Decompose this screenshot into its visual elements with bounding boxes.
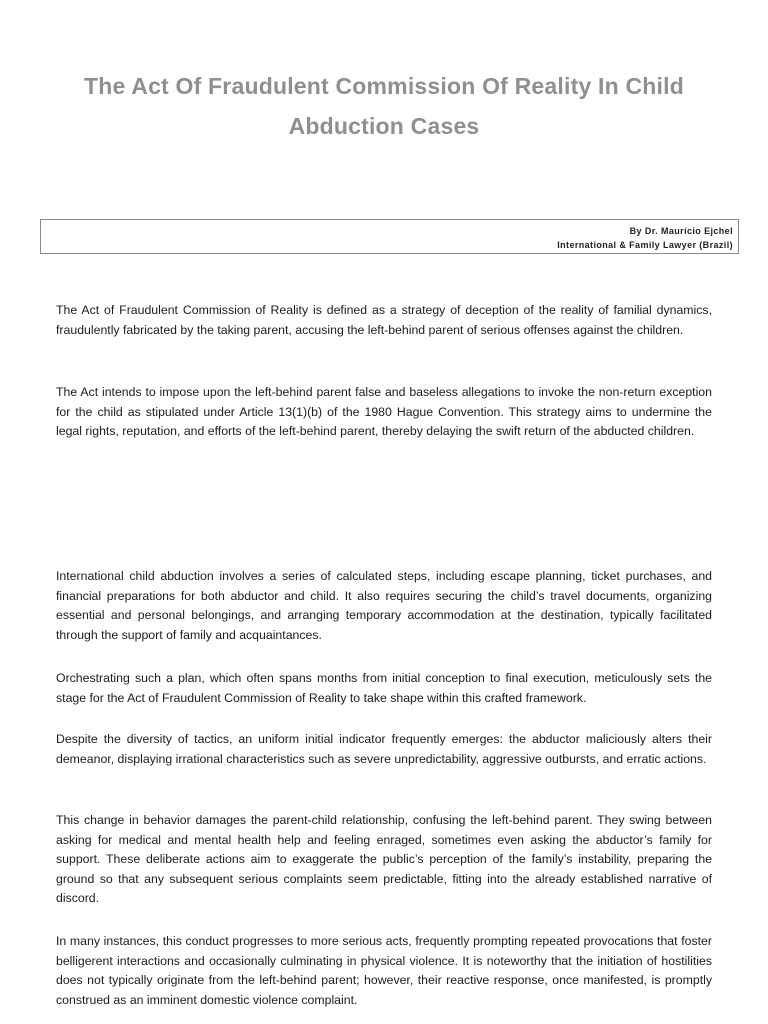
author-role: International & Family Lawyer (Brazil) xyxy=(557,240,733,250)
author-byline: By Dr. Maurício Ejchel xyxy=(629,226,733,236)
paragraph-intent: The Act intends to impose upon the left-behind parent false and baseless allegations to invoke the non-return exception for the child as stipulated under Article 13(1)(b) of the 1980 Hague Convention. This strategy aims to undermine the legal rights, reputation, and efforts of the left-behind parent, thereby delaying the swift return of the abducted children. xyxy=(56,385,712,439)
paragraph-behavior-change: This change in behavior damages the parent-child relationship, confusing the left-behind parent. They swing between asking for medical and mental health help and feeling enraged, sometimes even asking the abductor’s family for support. These deliberate actions aim to exaggerate the public’s perception of the family’s instability, preparing the ground so that any subsequent serious complaints seem predictable, fitting into the already established narrative of discord. xyxy=(56,813,712,906)
document-title: The Act Of Fraudulent Commission Of Reality In Child Abduction Cases xyxy=(84,73,684,139)
paragraph-definition: The Act of Fraudulent Commission of Reality is defined as a strategy of deception of the reality of familial dynamics, fraudulently fabricated by the taking parent, accusing the left-behind parent of serious offenses against the children. xyxy=(56,303,712,337)
paragraph-abduction-steps: International child abduction involves a series of calculated steps, including escape planning, ticket purchases, and financial preparations for both abductor and child. It also requires securing the child’s travel documents, organizing essential and personal belongings, and arranging temporary accommodation at the destination, typically facilitated through the support of family and acquaintances. xyxy=(56,569,712,642)
author-box xyxy=(40,219,739,254)
paragraph-initial-indicator: Despite the diversity of tactics, an uniform initial indicator frequently emerges: the abductor maliciously alters their demeanor, displaying irrational characteristics such as severe unpredictability, aggressive outbursts, and erratic actions. xyxy=(56,732,712,766)
paragraph-orchestration: Orchestrating such a plan, which often spans months from initial conception to final execution, meticulously sets the stage for the Act of Fraudulent Commission of Reality to take shape within this crafted framework. xyxy=(56,671,712,705)
paragraph-escalation: In many instances, this conduct progresses to more serious acts, frequently prompting repeated provocations that foster belligerent interactions and occasionally culminating in physical violence. It is noteworthy that the initiation of hostilities does not typically originate from the left-behind parent; however, their reactive response, once manifested, is promptly construed as an imminent domestic violence complaint. xyxy=(56,934,712,1007)
